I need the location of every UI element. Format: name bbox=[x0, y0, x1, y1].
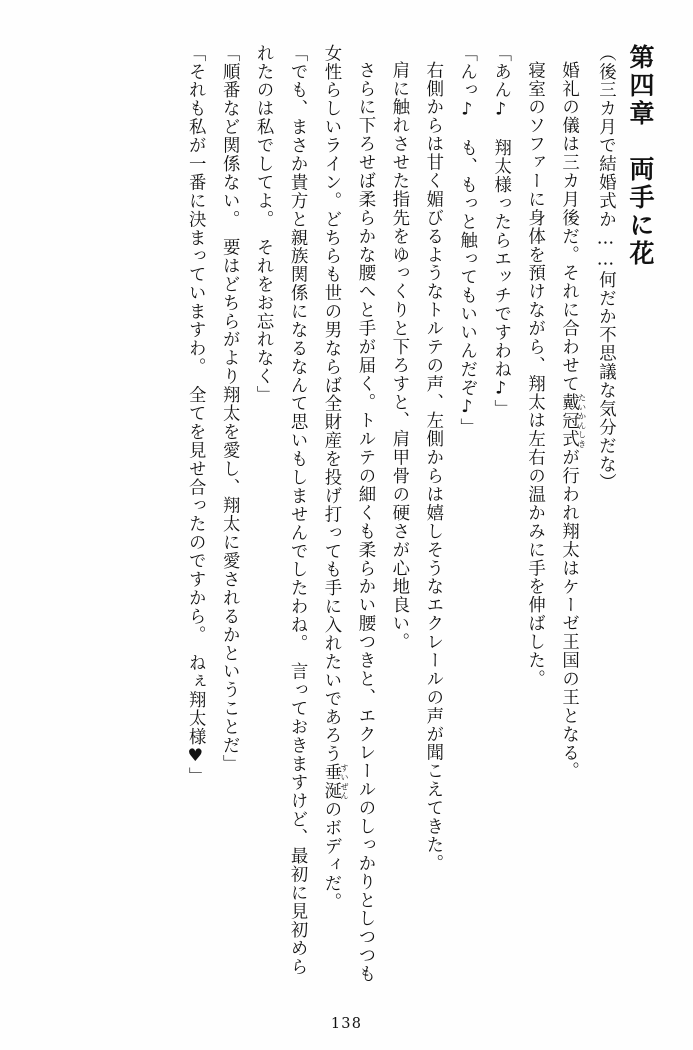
dialog-5: 「それも私が一番に決まっていますわ。 全てを見せ合ったのですから。 ねぇ翔太様♥」 bbox=[185, 44, 206, 786]
vertical-text-body bbox=[34, 44, 659, 989]
paragraph-2 bbox=[551, 44, 588, 989]
ruby-suizen bbox=[321, 763, 350, 801]
paragraph-6 bbox=[313, 44, 381, 989]
ruby-base-taikanshiki: 戴冠式 bbox=[558, 393, 579, 449]
page-number: 138 bbox=[330, 1016, 363, 1032]
paragraph-5: 肩に触れさせた指先をゆっくりと下ろすと、肩甲骨の硬さが心地良い。 bbox=[388, 61, 409, 652]
paragraph-3: 寝室のソファーに身体を預けながら、翔太は左右の温かみに手を伸ばした。 bbox=[524, 61, 545, 689]
paragraph-4: 右側からは甘く媚びるようなトルテの声、左側からは嬉しそうなエクレールの声が聞こえてきた。 bbox=[422, 61, 443, 873]
paragraph-6-post: のボディだ。 bbox=[321, 800, 341, 911]
dialog-3: 「でも、まさか貴方と親族関係になるなんて思いもしませんでしたわね。 言っておきますけど、最初に見初められたのは私でしてよ。 それをお忘れなく」 bbox=[253, 44, 308, 976]
paragraph-2-post: が行われ翔太はケーゼ王国の王となる。 bbox=[558, 448, 579, 781]
dialog-1: 「あん♪ 翔太様ったらエッチですわね♪」 bbox=[490, 44, 511, 419]
paragraph-1: （後三カ月で結婚式か……何だか不思議な気分だな） bbox=[595, 44, 616, 492]
paragraph-2-pre: 婚礼の儀は三カ月後だ。それに合わせて bbox=[558, 61, 579, 394]
ruby-text-suizen: すいぜん bbox=[340, 763, 350, 801]
ruby-text-taikanshiki: たいかんしき bbox=[577, 393, 588, 449]
ruby-base-suizen: 垂涎 bbox=[321, 763, 341, 801]
dialog-2: 「んっ♪ も、もっと触ってもいいんだぞ♪」 bbox=[456, 44, 477, 437]
paragraph-6-pre: さらに下ろせば柔らかな腰へと手が届く。トルテの細くも柔らかい腰つきと、エクレールのしっかりとしつつも女性らしいライン。どちらも世の男ならば全財産を投げ打っても手に入れたいであろう bbox=[321, 44, 375, 984]
ruby-taikanshiki bbox=[558, 393, 588, 449]
dialog-4: 「順番など関係ない。 要はどちらがより翔太を愛し、翔太に愛されるかということだ」 bbox=[219, 44, 240, 774]
chapter-heading: 第四章 両手に花 bbox=[626, 44, 655, 268]
